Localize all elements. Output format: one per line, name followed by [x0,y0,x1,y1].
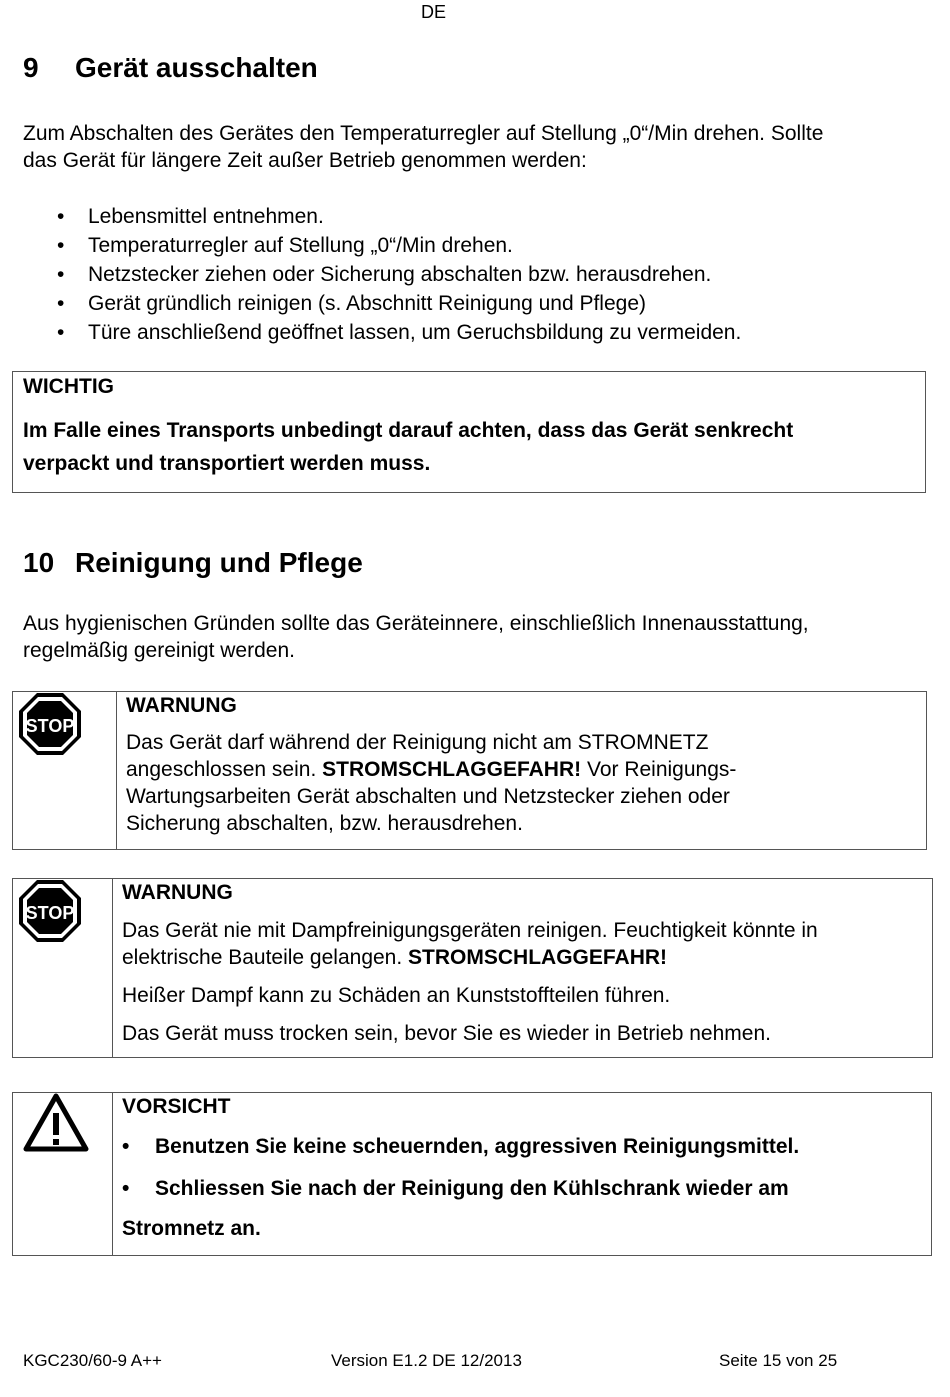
section-title: Gerät ausschalten [75,52,318,83]
caution-item-continuation: Stromnetz an. [122,1217,261,1240]
warning-text: Vor Reinigungs- [581,758,737,781]
icon-column [13,692,117,849]
intro-line: regelmäßig gereinigt werden. [23,639,295,662]
list-item: • Netzstecker ziehen oder Sicherung abschalten bzw. herausdrehen. [57,260,741,289]
caution-item [122,1133,922,1160]
warning-content [126,692,916,837]
icon-column [13,1093,113,1255]
stop-sign-icon [18,879,82,943]
warning-line: Sicherung abschalten, bzw. herausdrehen. [126,812,523,835]
shutdown-steps-list [57,202,741,347]
warning-title: WARNUNG [122,881,233,904]
warning-line: Wartungsarbeiten Gerät abschalten und Netzstecker ziehen oder [126,785,730,808]
warning-line [122,944,922,971]
important-line: verpackt und transportiert werden muss. [23,452,431,475]
intro-line: Zum Abschalten des Gerätes den Temperaturregler auf Stellung „0“/Min drehen. Sollte [23,122,824,145]
list-item: • Türe anschließend geöffnet lassen, um Geruchsbildung zu vermeiden. [57,318,741,347]
caution-box [12,1092,932,1256]
section-number: 10 [23,547,55,578]
stop-sign-text: STOP [25,903,75,923]
caution-item [122,1175,922,1202]
warning-line: Heißer Dampf kann zu Schäden an Kunststoffteilen führen. [122,984,671,1007]
warning-line: Das Gerät nie mit Dampfreinigungsgeräten reinigen. Feuchtigkeit könnte in [122,919,818,942]
section-9-intro [23,120,823,174]
warning-box-steam [12,878,933,1058]
intro-line: Aus hygienischen Gründen sollte das Geräteinnere, einschließlich Innenausstattung, [23,612,809,635]
section-9-heading [23,52,318,84]
warning-text: angeschlossen sein. [126,758,323,781]
warning-line: Das Gerät darf während der Reinigung nicht am STROMNETZ [126,731,709,754]
shock-hazard-label: STROMSCHLAGGEFAHR! [408,946,668,969]
caution-item-text: Benutzen Sie keine scheuernden, aggressiven Reinigungsmittel. [155,1135,800,1158]
section-10-intro [23,610,809,664]
language-code: DE [421,2,447,22]
bullet: • [122,1177,130,1200]
stop-sign-text: STOP [25,716,75,736]
warning-line: Das Gerät muss trocken sein, bevor Sie es wieder in Betrieb nehmen. [122,1022,771,1045]
stop-sign-icon [18,692,82,756]
list-item: • Gerät gründlich reinigen (s. Abschnitt Reinigung und Pflege) [57,289,741,318]
icon-column [13,879,113,1057]
warning-content [122,879,922,1047]
caution-item-text: Schliessen Sie nach der Reinigung den Kühlschrank wieder am [155,1177,789,1200]
section-10-heading [23,547,363,579]
footer-version: Version E1.2 DE 12/2013 [331,1351,522,1370]
list-item: • Temperaturregler auf Stellung „0“/Min drehen. [57,231,741,260]
warning-line [126,756,916,783]
caution-title: VORSICHT [122,1095,231,1118]
footer-model: KGC230/60-9 A++ [23,1351,162,1370]
warning-title: WARNUNG [126,694,237,717]
caution-content [122,1093,922,1242]
shock-hazard-label: STROMSCHLAGGEFAHR! [322,758,582,781]
section-title: Reinigung und Pflege [75,547,363,578]
important-line: Im Falle eines Transports unbedingt darauf achten, dass das Gerät senkrecht [23,419,794,442]
section-number: 9 [23,52,39,83]
important-notice-box [12,371,926,493]
intro-line: das Gerät für längere Zeit außer Betrieb genommen werden: [23,149,587,172]
important-text [23,414,913,480]
warning-triangle-icon [23,1093,89,1153]
bullet: • [122,1135,130,1158]
warning-text: elektrische Bauteile gelangen. [122,946,409,969]
important-title: WICHTIG [23,375,114,398]
footer-page-number: Seite 15 von 25 [719,1351,838,1370]
warning-box-power [12,691,927,850]
list-item: • Lebensmittel entnehmen. [57,202,741,231]
